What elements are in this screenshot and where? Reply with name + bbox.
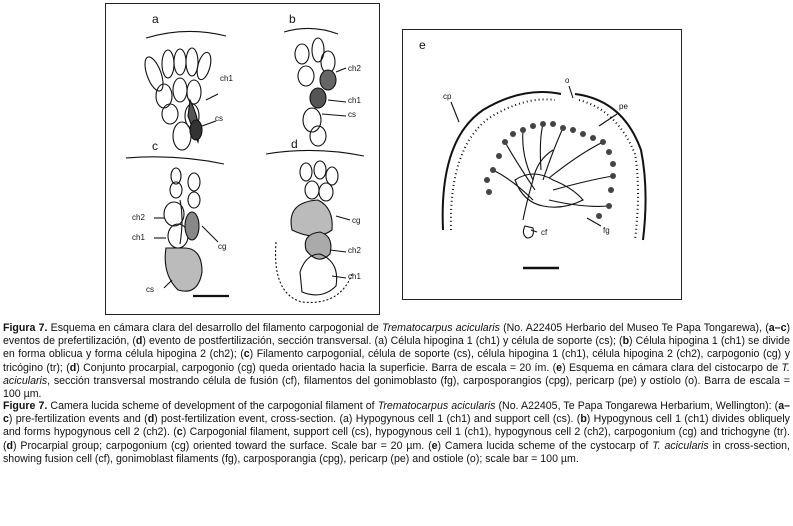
caption-en-text: ) Camera lucida scheme of the cystocarp of <box>437 439 653 452</box>
label-b-ch1: ch1 <box>348 96 361 105</box>
label-c-cg: cg <box>218 242 227 251</box>
caption-en-label: Figure 7. <box>3 400 48 412</box>
panel-label-d: d <box>291 137 298 151</box>
caption-es-ref: c <box>243 348 250 361</box>
label-e-cp: cp <box>443 92 452 101</box>
caption-en-text: ) Procarpial group; carpogonium (cg) oriented toward the surface. Scale bar = 20 µm. ( <box>13 439 432 452</box>
caption-en-text: ) Hypogynous cell 1 (ch1) divides obliquely and forms hypogynous cell 2 (ch2). ( <box>3 413 790 439</box>
label-d-ch1: ch1 <box>348 272 361 281</box>
panel-label-b: b <box>289 12 296 26</box>
caption-es-ref: d <box>135 335 143 348</box>
figure-panel-e <box>402 29 682 300</box>
label-e-o: o <box>565 76 570 85</box>
label-d-cg: cg <box>352 216 361 225</box>
label-e-pe: pe <box>619 102 628 111</box>
label-a-ch1: ch1 <box>220 74 233 83</box>
caption-es-species: Trematocarpus acicularis <box>382 322 500 334</box>
caption-es-text: Esquema en cámara clara del desarrollo del filamento carpogonial de <box>47 322 383 334</box>
caption-en-text: Camera lucida scheme of development of the carpogonial filament of <box>47 400 378 412</box>
label-b-cs: cs <box>348 110 356 119</box>
figure-panel-a-d <box>105 3 380 315</box>
caption-es-text: ) Conjunto procarpial, carpogonio (cg) queda orientado hacia la superficie. Barra de escala = 20 ím. ( <box>76 361 557 374</box>
label-c-ch1: ch1 <box>132 233 145 242</box>
figure-caption-english <box>3 400 790 466</box>
caption-es-text: ) eventos de prefertilización, ( <box>3 322 790 348</box>
caption-en-text: ) pre-fertilization events and ( <box>8 413 148 426</box>
caption-es-ref: d <box>69 361 77 374</box>
caption-en-text: ) Carpogonial filament, support cell (cs), hypogynous cell 1 (ch1), hypogynous cell 2 (ch2), carpogonium (cg) and trichogyne (tr). ( <box>3 426 790 452</box>
caption-es-text: (No. A22405 Herbario del Museo Te Papa Tongarewa), ( <box>499 322 769 334</box>
panel-label-a: a <box>152 12 159 26</box>
caption-es-text: ) evento de postfertilización, sección transversal. (a) Célula hipogina 1 (ch1) y célula de soporte (cs); ( <box>142 335 623 348</box>
label-e-fg: fg <box>603 226 610 235</box>
caption-es-ref: a–c <box>768 322 787 334</box>
label-b-ch2: ch2 <box>348 64 361 73</box>
camera-lucida-drawing-a-d <box>106 4 379 314</box>
caption-en-species: T. acicularis <box>652 439 709 452</box>
caption-en-ref: b <box>580 413 587 426</box>
panel-label-e: e <box>419 38 426 52</box>
caption-es-text: ) Esquema en cámara clara del cistocarpo de <box>562 361 782 374</box>
caption-en-ref: a–c <box>3 400 790 426</box>
caption-en-text: in cross-section, showing fusion cell (cf), gonimoblast filaments (fg), carposporangia (cpg), pericarp (pe) and ostiole (o); scale bar = 100 µm. <box>3 439 790 465</box>
caption-en-text: (No. A22405, Te Papa Tongarewa Herbarium, Wellington): ( <box>495 400 779 412</box>
panel-label-c: c <box>152 139 158 153</box>
label-c-cs: cs <box>146 285 154 294</box>
caption-es-text: ) Célula hipogina 1 (ch1) se divide en forma oblicua y forma célula hipogina 2 (ch2); ( <box>3 335 790 361</box>
figure-caption-spanish <box>3 322 790 401</box>
caption-en-ref: d <box>6 439 14 452</box>
caption-en-ref: e <box>431 439 438 452</box>
camera-lucida-drawing-e <box>403 30 681 299</box>
label-c-ch2: ch2 <box>132 213 145 222</box>
caption-en-ref: c <box>176 426 183 439</box>
caption-es-ref: b <box>622 335 630 348</box>
caption-es-label: Figura 7. <box>3 322 48 334</box>
label-a-cs: cs <box>215 114 223 123</box>
caption-es-species: T. acicularis <box>3 361 790 387</box>
caption-en-text: ) post-fertilization event, cross-section. (a) Hypogynous cell 1 (ch1) and support cell (cs). ( <box>154 413 581 426</box>
caption-es-ref: e <box>556 361 563 374</box>
caption-es-text: ) Filamento carpogonial, célula de soporte (cs), célula hipogina 1 (ch1), célula hipogina 2 (ch2), carpogonio (cg) y tricógino (tr); ( <box>3 348 790 374</box>
label-d-ch2: ch2 <box>348 246 361 255</box>
label-e-cf: cf <box>541 228 548 237</box>
caption-en-ref: d <box>147 413 155 426</box>
caption-es-text: , sección transversal mostrando célula de fusión (cf), filamentos del gonimoblasto (fg), carposporangios (cpg), pericarp (pe) y ostíolo (o). Barra de escala = 100 µm. <box>3 374 790 401</box>
caption-en-species: Trematocarpus acicularis <box>377 400 496 412</box>
